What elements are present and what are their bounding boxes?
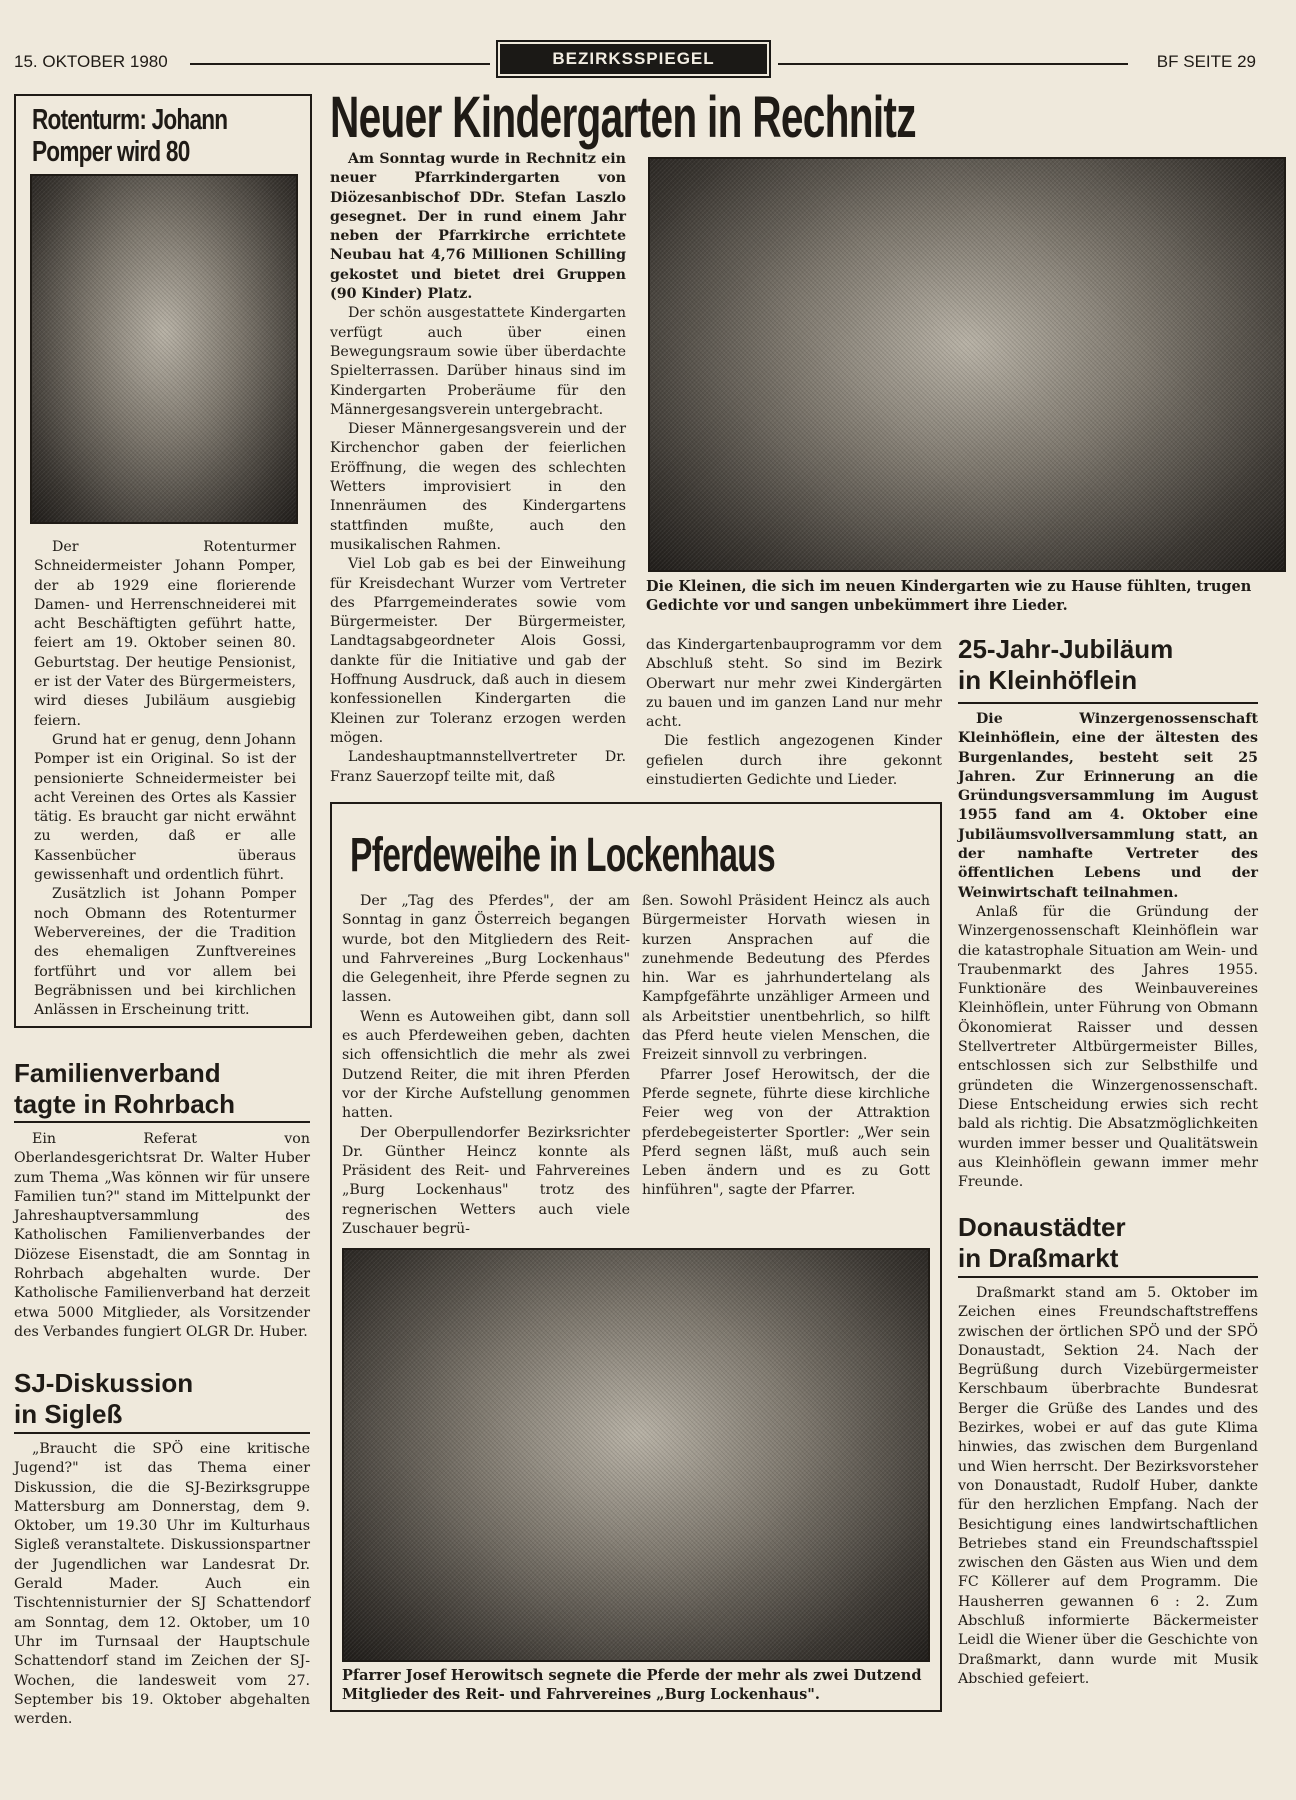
pomper-headline-line2: Pomper wird 80: [32, 136, 190, 168]
sj-body: [14, 1440, 310, 1729]
children-photo: [648, 157, 1286, 572]
pferdeweihe-paragraph: Wenn es Autoweihen gibt, dann soll es auch Pferdeweihen geben, dachten sich offensichtlich die mehr als zwei Dutzend Reiter, die mit ihren Pferden vor der Kirche Aufstellung genommen hatten.: [342, 1008, 630, 1122]
jubilaeum-body: [958, 710, 1258, 1192]
jubilaeum-headline: [958, 634, 1258, 695]
kindergarten-paragraph: Dieser Männergesangsverein und der Kirchenchor gaben der feierlichen Eröffnung, die wegen des schlechten Wetters improvisiert in den Innenräumen des Kindergartens stattfinden mußte, auch den musikalischen Rahmen.: [330, 421, 626, 553]
horse-blessing-photo: [342, 1248, 930, 1662]
sj-headline-line2: in Sigleß: [14, 1398, 123, 1429]
pferdeweihe-paragraph: Der „Tag des Pferdes", der am Sonntag in ganz Österreich begangen wurde, bot den Mitgliedern des Reit- und Fahrvereines „Burg Lockenhaus" die Gelegenheit, ihre Pferde segnen zu lassen.: [342, 893, 630, 1006]
portrait-photo: [30, 174, 298, 524]
familienverband-headline: [14, 1058, 310, 1119]
kindergarten-paragraph: Landeshauptmannstellvertreter Dr. Franz Sauerzopf teilte mit, daß: [330, 749, 626, 785]
kindergarten-paragraph: Der schön ausgestattete Kindergarten verfügt auch über einen Bewegungsraum sowie über überdachte Spielterrassen. Darüber hinaus sind im Kindergarten Proberäume für den Männergesangsverein untergebracht.: [330, 305, 626, 418]
kindergarten-paragraph: das Kindergartenbauprogramm vor dem Abschluß steht. So sind im Bezirk Oberwart nur mehr zwei Kindergärten zu bauen und im ganzen Land nur mehr acht.: [646, 637, 942, 731]
article-pomper: [14, 94, 312, 1028]
headline-underline: [14, 1121, 310, 1123]
drassmarkt-headline-line1: Donaustädter: [958, 1212, 1126, 1242]
kindergarten-paragraph: Die festlich angezogenen Kinder gefielen durch ihre gekonnt einstudierten Gedichte und Lieder.: [646, 733, 942, 789]
familienverband-headline-line1: Familienverband: [14, 1058, 221, 1088]
headline-underline: [958, 702, 1258, 704]
pferdeweihe-paragraph: Pfarrer Josef Herowitsch, der die Pferde segnete, führte diese kirchliche Feier weg von der Attraktion pferdebegeisterter Sportler: „Wer sein Pferd segnen läßt, muß auch sein Leben ändern und es zu Gott hinführen", sagte der Pfarrer.: [642, 1066, 930, 1199]
pferdeweihe-headline: Pferdeweihe in Lockenhaus: [350, 829, 776, 882]
familienverband-body: [14, 1130, 310, 1342]
pferdeweihe-paragraph: ßen. Sowohl Präsident Heincz als auch Bürgermeister Horvath wiesen in kurzen Ansprachen auf die zunehmende Bedeutung des Pferdes hin. War es jahrhundertelang als Kampfgefährte unzähliger Armeen und als Arbeitstier unentbehrlich, so hilft das Pferd heute vielen Menschen, die Freizeit sinnvoll zu verbringen.: [642, 893, 930, 1064]
pomper-body: [34, 538, 296, 1020]
sj-headline-line1: SJ-Diskussion: [14, 1368, 194, 1398]
drassmarkt-headline: [958, 1212, 1258, 1273]
jubilaeum-headline-line1: 25-Jahr-Jubiläum: [958, 634, 1174, 664]
sj-headline: [14, 1368, 310, 1429]
pferdeweihe-col2: [642, 892, 930, 1201]
masthead-rule-left: [190, 63, 490, 65]
jubilaeum-paragraph: Anlaß für die Gründung der Winzergenossenschaft Kleinhöflein war die katastrophale Situation am Wein- und Traubenmarkt des Jahres 1955. Funktionäre des Weinbauvereines Kleinhöflein, unter Führung von Obmann Ökonomierat Raisser und dessen Stellvertreter Altbürgermeister Billes, entschlossen sich zur Selbsthilfe und gründeten die Winzergenossenschaft. Diese Entscheidung erwies sich recht bald als richtig. Die Absatzmöglichkeiten wurden immer besser und Qualitätswein aus Kleinhöflein gewann immer mehr Freunde.: [958, 903, 1258, 1191]
pomper-paragraph: Grund hat er genug, denn Johann Pomper ist ein Original. So ist der pensionierte Schneidermeister bei acht Vereinen des Ortes als Kassier tätig. Es braucht gar nicht erwähnt zu werden, daß er alle Kassenbücher überaus gewissenhaft und ordentlich führt.: [34, 731, 296, 884]
pferdeweihe-paragraph: Der Oberpullendorfer Bezirksrichter Dr. Günther Heincz konnte als Präsident des Reit- und Fahrvereines „Burg Lockenhaus" trotz des regnerischen Wetters auch viele Zuschauer begrü-: [342, 1124, 630, 1238]
masthead-rule-right: [778, 63, 1128, 65]
article-pferdeweihe: [330, 802, 942, 1712]
drassmarkt-headline-line2: in Draßmarkt: [958, 1242, 1119, 1273]
pomper-headline: [32, 104, 227, 168]
drassmarkt-paragraph: Draßmarkt stand am 5. Oktober im Zeichen eines Freundschaftstreffens zwischen der örtlichen SPÖ und der SPÖ Donaustadt, Sektion 24. Nach der Begrüßung durch Vizebürgermeister Kerschbaum überbrachte Bundesrat Berger die Grüße des Landes und des Bezirkes, wobei er auf das gute Klima hinwies, das zwischen dem Burgenland und Wien herrscht. Der Bezirksvorsteher von Donaustadt, Rudolf Huber, dankte für den herzlichen Empfang. Nach der Besichtigung eines landwirtschaftlichen Betriebes stand ein Freundschaftsspiel zwischen den Gästen aus Wien und dem FC Köllerer auf dem Programm. Die Hausherren gewannen 6 : 2. Zum Abschluß informierte Bäckermeister Leidl die Wiener über die Geschichte von Draßmarkt, dann wurde mit Musik Abschied gefeiert.: [958, 1285, 1258, 1687]
pomper-headline-line1: Rotenturm: Johann: [32, 104, 228, 136]
jubilaeum-headline-line2: in Kleinhöflein: [958, 664, 1138, 695]
headline-underline: [14, 1432, 310, 1434]
sj-paragraph: „Braucht die SPÖ eine kritische Jugend?" ist das Thema einer Diskussion, die die SJ-Bezirksgruppe Mattersburg am Donnerstag, dem 9. Oktober, um 19.30 Uhr im Kulturhaus Sigleß veranstaltete. Diskussionspartner der Jugendlichen war Landesrat Dr. Gerald Mader. Auch ein Tischtennisturnier der SJ Schattendorf am Sonntag, dem 12. Oktober, um 10 Uhr im Turnsaal der Hauptschule Schattendorf stand im Zeichen der SJ-Wochen, die landesweit vom 27. September bis 19. Oktober abgehalten werden.: [14, 1441, 310, 1728]
pomper-paragraph: Der Rotenturmer Schneidermeister Johann Pomper, der ab 1929 eine florierende Damen- und Herrenschneiderei mit acht Beschäftigten geführt hatte, feiert am 19. Oktober seinen 80. Geburtstag. Der heutige Pensionist, er ist der Vater des Bürgermeisters, wird dieses Jubiläum ausgiebig feiern.: [34, 539, 296, 729]
kindergarten-body: [330, 150, 626, 787]
pferdeweihe-col1: [342, 892, 630, 1239]
kindergarten-headline: Neuer Kindergarten in Rechnitz: [330, 85, 916, 150]
section-badge: BEZIRKSSPIEGEL: [500, 44, 767, 74]
familienverband-headline-line2: tagte in Rohrbach: [14, 1088, 236, 1119]
kindergarten-paragraph: Viel Lob gab es bei der Einweihung für Kreisdechant Wurzer vom Vertreter des Pfarrgemeinderates sowie vom Bürgermeister. Der Bürgermeister, Landtagsabgeordneter Alois Gossi, dankte für die Initiative und gab der Hoffnung Ausdruck, daß auch in diesem konfessionellen Kindergarten die Kleinen zur Toleranz erzogen werden mögen.: [330, 556, 626, 746]
kindergarten-lead: Am Sonntag wurde in Rechnitz ein neuer Pfarrkindergarten von Diözesanbischof DDr. Stefan Laszlo gesegnet. Der in rund einem Jahr neben der Pfarrkirche errichtete Neubau hat 4,76 Millionen Schilling gekostet und bietet drei Gruppen (90 Kinder) Platz.: [330, 151, 626, 303]
pomper-paragraph: Zusätzlich ist Johann Pomper noch Obmann des Rotenturmer Webervereines, der die Tradition des ehemaligen Zunftvereines fortführt und vor allem bei Begräbnissen und bei kirchlichen Anlässen in Erscheinung tritt.: [34, 886, 296, 1019]
familienverband-paragraph: Ein Referat von Oberlandesgerichtsrat Dr. Walter Huber zum Thema „Was können wir für unsere Familien tun?" stand im Mittelpunkt der Jahreshauptversammlung des Katholischen Familienverbandes der Diözese Eisenstadt, die am Sonntag in Rohrbach abgehalten wurde. Der Katholische Familienverband hat derzeit etwa 5000 Mitglieder, als Vorsitzender des Verbandes fungiert OLGR Dr. Huber.: [14, 1131, 310, 1340]
headline-underline: [958, 1276, 1258, 1278]
kindergarten-caption: Die Kleinen, die sich im neuen Kindergarten wie zu Hause fühlten, trugen Gedichte vor und sangen unbekümmert ihre Lieder.: [646, 578, 1252, 614]
drassmarkt-body: [958, 1284, 1258, 1689]
issue-date: 15. OKTOBER 1980: [14, 52, 168, 71]
pferdeweihe-caption: Pfarrer Josef Herowitsch segnete die Pferde der mehr als zwei Dutzend Mitglieder des Reit- und Fahrvereines „Burg Lockenhaus".: [342, 1667, 922, 1703]
jubilaeum-lead: Die Winzergenossenschaft Kleinhöflein, eine der ältesten des Burgenlandes, besteht seit 25 Jahren. Zur Erinnerung an die Gründungsversammlung im August 1955 fand am 4. Oktober eine Jubiläumsvollversammlung statt, an der namhafte Vertreter des öffentlichen Lebens und der Weinwirtschaft teilnahmen.: [958, 711, 1258, 901]
page-number: BF SEITE 29: [1156, 52, 1256, 71]
kindergarten-continuation: [646, 636, 942, 790]
